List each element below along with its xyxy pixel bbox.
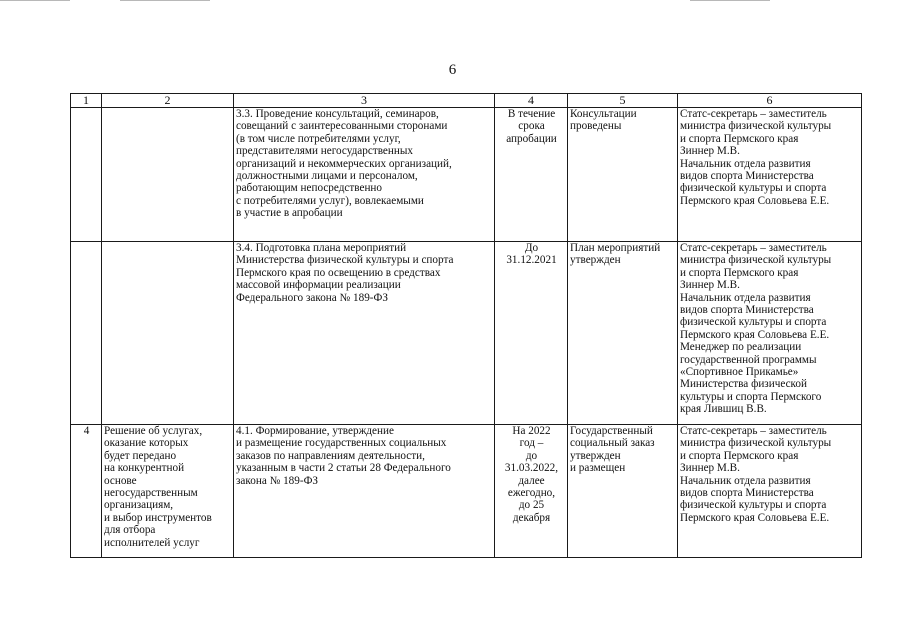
cell-line: «Спортивное Прикамье» bbox=[680, 366, 799, 379]
cell-line: утвержден bbox=[570, 254, 621, 267]
cell-line: работающим непосредственно bbox=[236, 182, 383, 195]
result-cell bbox=[568, 242, 678, 425]
stage-cell bbox=[102, 108, 234, 242]
cell-line: Решение об услугах, bbox=[104, 425, 203, 437]
page-number: 6 bbox=[448, 62, 457, 78]
cell-line: министра физической культуры bbox=[680, 254, 832, 267]
cell-line: массовой информации реализации bbox=[236, 279, 401, 292]
cell-line: Пермского края по освещению в средствах bbox=[236, 266, 441, 279]
cell-line: План мероприятий bbox=[570, 242, 661, 254]
header-col-2: 2 bbox=[102, 94, 234, 108]
row-number bbox=[71, 242, 102, 425]
cell-line: негосударственным bbox=[104, 487, 198, 500]
cell-line: Менеджер по реализации bbox=[680, 341, 802, 354]
cell-line: для отбора bbox=[104, 524, 156, 537]
cell-line: и размещение государственных социальных bbox=[236, 437, 447, 450]
cell-line: 4.1. Формирование, утверждение bbox=[236, 425, 394, 437]
cell-line: Начальник отдела развития bbox=[680, 474, 811, 487]
cell-line: и спорта Пермского края bbox=[680, 449, 799, 462]
cell-line: срока bbox=[518, 120, 545, 133]
cell-line: совещаний с заинтересованными сторонами bbox=[236, 120, 448, 133]
cell-line: до bbox=[525, 449, 538, 462]
cell-line: физической культуры и спорта bbox=[680, 316, 827, 329]
cell-line: Пермского края Соловьева Е.Е. bbox=[680, 194, 830, 207]
cell-line: министра физической культуры bbox=[680, 437, 832, 450]
cell-line: организациям, bbox=[104, 499, 174, 512]
cell-line: 3.3. Проведение консультаций, семинаров, bbox=[236, 108, 439, 120]
cell-line: и размещен bbox=[570, 462, 626, 475]
result-cell bbox=[568, 425, 678, 558]
cell-line: и спорта Пермского края bbox=[680, 266, 799, 279]
deadline-cell bbox=[495, 108, 568, 242]
cell-line: ежегодно, bbox=[507, 487, 556, 500]
cell-line: Начальник отдела развития bbox=[680, 291, 811, 304]
cell-line: Статс-секретарь – заместитель bbox=[680, 108, 827, 120]
cell-line: (в том числе потребителями услуг, bbox=[236, 132, 401, 145]
cell-line: 31.03.2022, bbox=[504, 462, 559, 475]
cell-line: Государственный bbox=[570, 425, 653, 437]
scan-edge-line-middle bbox=[120, 0, 210, 1]
cell-line: видов спорта Министерства bbox=[680, 170, 814, 183]
plan-table bbox=[70, 93, 862, 558]
cell-line: основе bbox=[104, 474, 137, 487]
responsible-cell bbox=[678, 425, 862, 558]
cell-line: Зиннер М.В. bbox=[680, 145, 740, 158]
cell-line: организаций и некоммерческих организаций, bbox=[236, 157, 452, 170]
cell-line: закона № 189-ФЗ bbox=[236, 474, 319, 487]
cell-line: 31.12.2021 bbox=[506, 254, 557, 267]
activity-cell bbox=[234, 425, 495, 558]
cell-line: на конкурентной bbox=[104, 462, 185, 475]
cell-line: будет передано bbox=[104, 449, 177, 462]
cell-line: Начальник отдела развития bbox=[680, 157, 811, 170]
result-cell bbox=[568, 108, 678, 242]
header-col-1: 1 bbox=[71, 94, 102, 108]
activity-cell bbox=[234, 242, 495, 425]
cell-line: видов спорта Министерства bbox=[680, 304, 814, 317]
scan-edge-line-right bbox=[690, 0, 770, 1]
cell-line: и спорта Пермского края bbox=[680, 132, 799, 145]
cell-line: представителями негосударственных bbox=[236, 145, 413, 158]
cell-line: до 25 bbox=[518, 499, 545, 512]
cell-line: декабря bbox=[512, 511, 551, 524]
cell-line: исполнителей услуг bbox=[104, 536, 200, 549]
cell-line: физической культуры и спорта bbox=[680, 182, 827, 195]
cell-line: культуры и спорта Пермского bbox=[680, 390, 822, 403]
cell-line: министра физической культуры bbox=[680, 120, 832, 133]
table-header-row bbox=[71, 94, 862, 108]
cell-line: На 2022 bbox=[512, 425, 551, 437]
table-row bbox=[71, 108, 862, 242]
header-col-6: 6 bbox=[678, 94, 862, 108]
cell-line: Федерального закона № 189-ФЗ bbox=[236, 291, 388, 304]
cell-line: год – bbox=[519, 437, 544, 450]
row-number bbox=[71, 108, 102, 242]
cell-line: видов спорта Министерства bbox=[680, 487, 814, 500]
cell-line: Консультации bbox=[570, 108, 637, 120]
table-row bbox=[71, 242, 862, 425]
cell-line: Министерства физической bbox=[680, 378, 808, 391]
header-col-3: 3 bbox=[234, 94, 495, 108]
cell-line: проведены bbox=[570, 120, 622, 133]
cell-line: государственной программы bbox=[680, 353, 817, 366]
cell-line: Зиннер М.В. bbox=[680, 462, 740, 475]
cell-line: края Лившиц В.В. bbox=[680, 403, 767, 416]
row-number: 4 bbox=[71, 425, 102, 558]
activity-cell bbox=[234, 108, 495, 242]
cell-line: утвержден bbox=[570, 449, 621, 462]
scan-edge-line-left bbox=[0, 0, 70, 1]
cell-line: в участие в апробации bbox=[236, 207, 343, 220]
responsible-cell bbox=[678, 108, 862, 242]
header-col-4: 4 bbox=[495, 94, 568, 108]
cell-line: Пермского края Соловьева Е.Е. bbox=[680, 328, 830, 341]
deadline-cell bbox=[495, 242, 568, 425]
cell-line: физической культуры и спорта bbox=[680, 499, 827, 512]
cell-line: 3.4. Подготовка плана мероприятий bbox=[236, 242, 407, 254]
cell-line: далее bbox=[518, 474, 545, 487]
cell-line: с потребителями услуг), вовлекаемыми bbox=[236, 194, 424, 207]
cell-line: Статс-секретарь – заместитель bbox=[680, 425, 827, 437]
cell-line: и выбор инструментов bbox=[104, 511, 212, 524]
cell-line: оказание которых bbox=[104, 437, 189, 450]
table-row bbox=[71, 425, 862, 558]
cell-line: Зиннер М.В. bbox=[680, 279, 740, 292]
cell-line: социальный заказ bbox=[570, 437, 655, 450]
stage-cell bbox=[102, 242, 234, 425]
cell-line: заказов по направлениям деятельности, bbox=[236, 449, 425, 462]
cell-line: апробации bbox=[506, 132, 557, 145]
responsible-cell bbox=[678, 242, 862, 425]
deadline-cell bbox=[495, 425, 568, 558]
header-col-5: 5 bbox=[568, 94, 678, 108]
cell-line: В течение bbox=[507, 108, 556, 120]
cell-line: должностными лицами и персоналом, bbox=[236, 170, 418, 183]
cell-line: До bbox=[524, 242, 539, 254]
cell-line: Министерства физической культуры и спорта bbox=[236, 254, 454, 267]
stage-cell bbox=[102, 425, 234, 558]
cell-line: указанным в части 2 статьи 28 Федерального bbox=[236, 462, 451, 475]
cell-line: Статс-секретарь – заместитель bbox=[680, 242, 827, 254]
cell-line: Пермского края Соловьева Е.Е. bbox=[680, 511, 830, 524]
